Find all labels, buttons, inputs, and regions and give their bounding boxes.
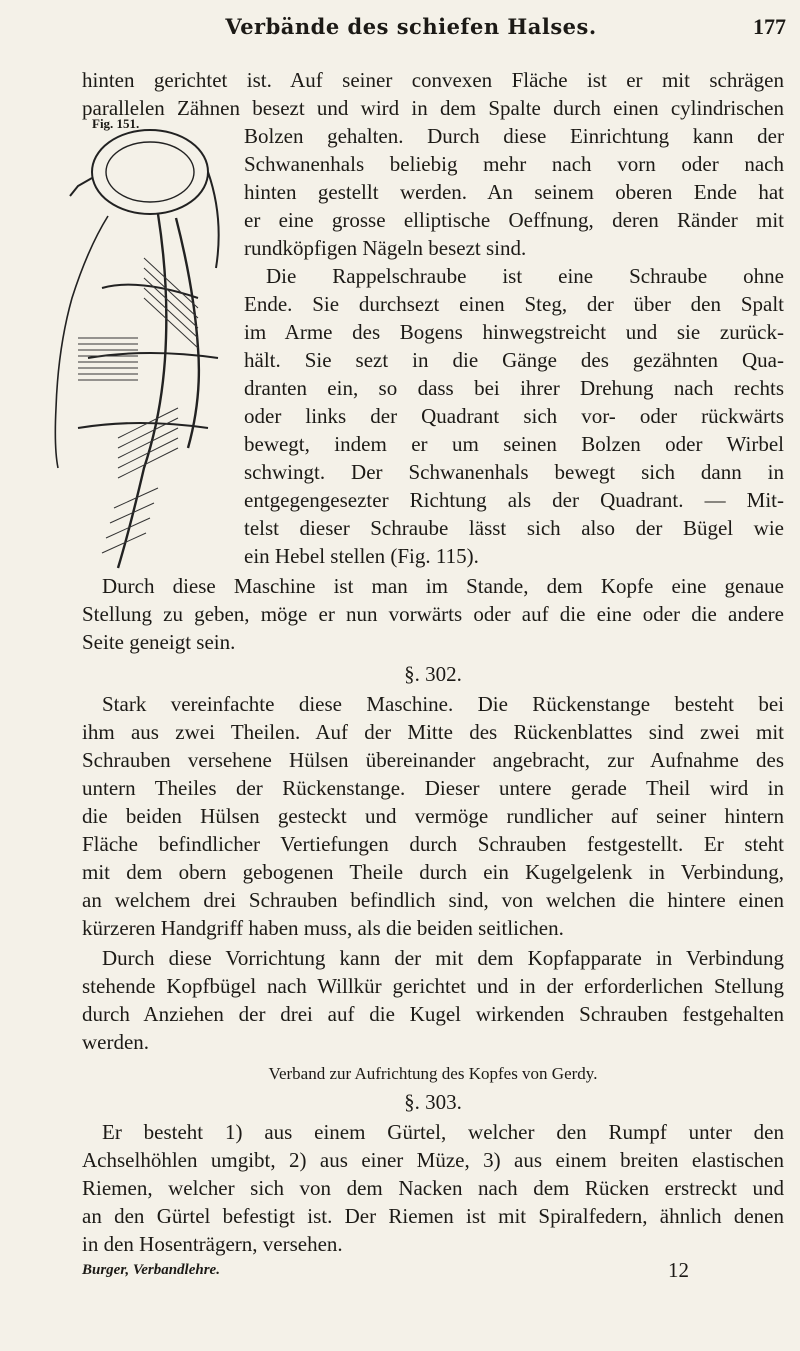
text-line: hinten gerichtet ist. Auf seiner convexen Fläche ist er mit schrägen	[82, 68, 784, 92]
text-line: ein Hebel stellen (Fig. 115).	[244, 544, 479, 568]
sheet-number: 12	[668, 1258, 689, 1282]
text-line: die beiden Hülsen gesteckt und vermöge rundlicher auf seiner hintern	[82, 804, 784, 828]
text-line: hinten gestellt werden. An seinem oberen Ende hat	[244, 180, 784, 204]
text-line: ihm aus zwei Theilen. Auf der Mitte des Rückenblattes sind zwei mit	[82, 720, 784, 744]
text-line: parallelen Zähnen besezt und wird in dem Spalte durch einen cylindrischen	[82, 96, 784, 120]
section-number: §. 303.	[404, 1090, 462, 1114]
text-line: Stark vereinfachte diese Maschine. Die Rückenstange besteht bei	[102, 692, 784, 716]
text-line: entgegengesezter Richtung als der Quadrant. — Mit-	[244, 488, 784, 512]
text-line: oder links der Quadrant sich vor- oder rückwärts	[244, 404, 784, 428]
section-number: §. 302.	[404, 662, 462, 686]
text-line: an den Gürtel befestigt ist. Der Riemen ist mit Spiralfedern, ähnlich denen	[82, 1204, 784, 1228]
figure-head-brace-illustration	[48, 108, 226, 600]
text-line: im Arme des Bogens hinwegstreicht und sie zurück-	[244, 320, 784, 344]
text-line: stehende Kopfbügel nach Willkür gerichtet und in der erforderlichen Stellung	[82, 974, 784, 998]
text-line: durch Anziehen der drei auf die Kugel wirkenden Schrauben festgehalten	[82, 1002, 784, 1026]
text-line: telst dieser Schraube lässt sich also der Bügel wie	[244, 516, 784, 540]
text-line: schwingt. Der Schwanenhals bewegt sich dann in	[244, 460, 784, 484]
section-heading: Verband zur Aufrichtung des Kopfes von Gerdy.	[268, 1064, 598, 1083]
text-line: Durch diese Vorrichtung kann der mit dem Kopfapparate in Verbindung	[102, 946, 784, 970]
running-header	[96, 14, 786, 48]
text-line: untern Theiles der Rückenstange. Dieser untere gerade Theil wird in	[82, 776, 784, 800]
page-number: 177	[753, 14, 786, 39]
text-line: kürzeren Handgriff haben muss, als die beiden seitlichen.	[82, 916, 564, 940]
text-line: Seite geneigt sein.	[82, 630, 236, 654]
text-line: Ende. Sie durchsezt einen Steg, der über den Spalt	[244, 292, 784, 316]
running-title: Verbände des schiefen Halses.	[225, 14, 597, 39]
text-line: Achselhöhlen umgibt, 2) aus einer Müze, 3) aus einem breiten elastischen	[82, 1148, 784, 1172]
text-line: in den Hosenträgern, versehen.	[82, 1232, 343, 1256]
text-line: Er besteht 1) aus einem Gürtel, welcher den Rumpf unter den	[102, 1120, 784, 1144]
text-line: mit dem obern gebogenen Theile durch ein Kugelgelenk in Verbindung,	[82, 860, 784, 884]
text-line: Schwanenhals beliebig mehr nach vorn oder nach	[244, 152, 784, 176]
text-line: bewegt, indem er um seinen Bolzen oder Wirbel	[244, 432, 784, 456]
text-line: werden.	[82, 1030, 150, 1054]
text-line: Die Rappelschraube ist eine Schraube ohne	[266, 264, 784, 288]
text-line: an welchem drei Schrauben befindlich sind, von welchen die hintere einen	[82, 888, 784, 912]
signature-line: Burger, Verbandlehre.	[82, 1262, 220, 1278]
text-line: Schrauben versehene Hülsen übereinander angebracht, zur Aufnahme des	[82, 748, 784, 772]
text-line: rundköpfigen Nägeln besezt sind.	[244, 236, 527, 260]
text-line: Riemen, welcher sich von dem Nacken nach dem Rücken erstreckt und	[82, 1176, 784, 1200]
figure-label: Fig. 151.	[92, 116, 140, 131]
text-line: hält. Sie sezt in die Gänge des gezähnten Qua-	[244, 348, 784, 372]
text-line: Fläche befindlicher Vertiefungen durch Schrauben festgestellt. Er steht	[82, 832, 784, 856]
text-line: Bolzen gehalten. Durch diese Einrichtung kann der	[244, 124, 784, 148]
text-line: dranten ein, so dass bei ihrer Drehung nach rechts	[244, 376, 784, 400]
text-line: Stellung zu geben, möge er nun vorwärts oder auf die eine oder die andere	[82, 602, 784, 626]
text-line: Durch diese Maschine ist man im Stande, dem Kopfe eine genaue	[102, 574, 784, 598]
text-line: er eine grosse elliptische Oeffnung, deren Ränder mit	[244, 208, 784, 232]
